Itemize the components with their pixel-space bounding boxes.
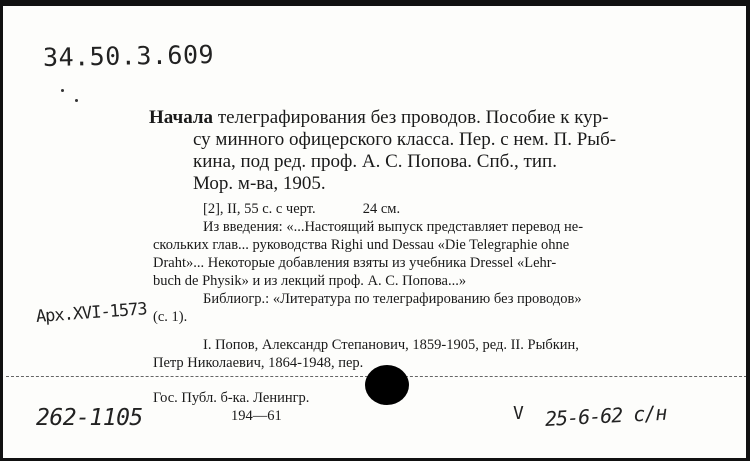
- entry-tracing-line-2: Петр Николаевич, 1864-1948, пер.: [153, 355, 364, 371]
- entry-note-line-3: Draht»... Некоторые добавления взяты из учебника Dressel «Lehr-: [153, 255, 557, 271]
- ink-dot: [61, 89, 64, 92]
- entry-title-line-1: [149, 107, 609, 129]
- entry-note-line-1: Из введения: «...Настоящий выпуск представляет перевод не-: [203, 219, 584, 235]
- entry-heading-word: Начала: [149, 107, 214, 128]
- entry-bibliography-line-1: Библиогр.: «Литература по телеграфированию без проводов»: [203, 291, 582, 307]
- entry-title-line-3: кина, под ред. проф. А. С. Попова. Спб., тип.: [193, 151, 557, 172]
- handwritten-catalog-number: 34.50.3.609: [42, 40, 215, 72]
- handwritten-side-note: Арх.XVI-1573: [35, 299, 148, 327]
- footer-code: 194—61: [231, 408, 282, 424]
- entry-title-rest: телеграфирования без проводов. Пособие к кур-: [217, 107, 609, 128]
- handwritten-bottom-right: 25-6-62 с/н: [544, 400, 667, 431]
- entry-note-line-2: скольких глав... руководства Righi und Dessau «Die Telegraphie ohne: [153, 237, 570, 253]
- handwritten-tick: V: [513, 403, 524, 424]
- entry-title-line-2: су минного офицерского класса. Пер. с нем. П. Рыб-: [193, 129, 617, 150]
- entry-physical-description: [2], II, 55 с. с черт. 24 см.: [203, 201, 401, 217]
- punch-hole: [365, 365, 409, 405]
- handwritten-bottom-left: 262-1105: [36, 405, 143, 431]
- entry-note-line-4: buch de Physik» и из лекций проф. А. С. Попова...»: [153, 273, 467, 289]
- entry-bibliography-line-2: (с. 1).: [153, 309, 188, 325]
- entry-tracing-line-1: I. Попов, Александр Степанович, 1859-1905, ред. II. Рыбкин,: [203, 337, 579, 353]
- entry-title-line-4: Мор. м-ва, 1905.: [193, 173, 326, 194]
- card-top-edge: [3, 3, 750, 6]
- ink-dot: [75, 99, 78, 102]
- footer-library: Гос. Публ. б-ка. Ленингр.: [153, 390, 310, 406]
